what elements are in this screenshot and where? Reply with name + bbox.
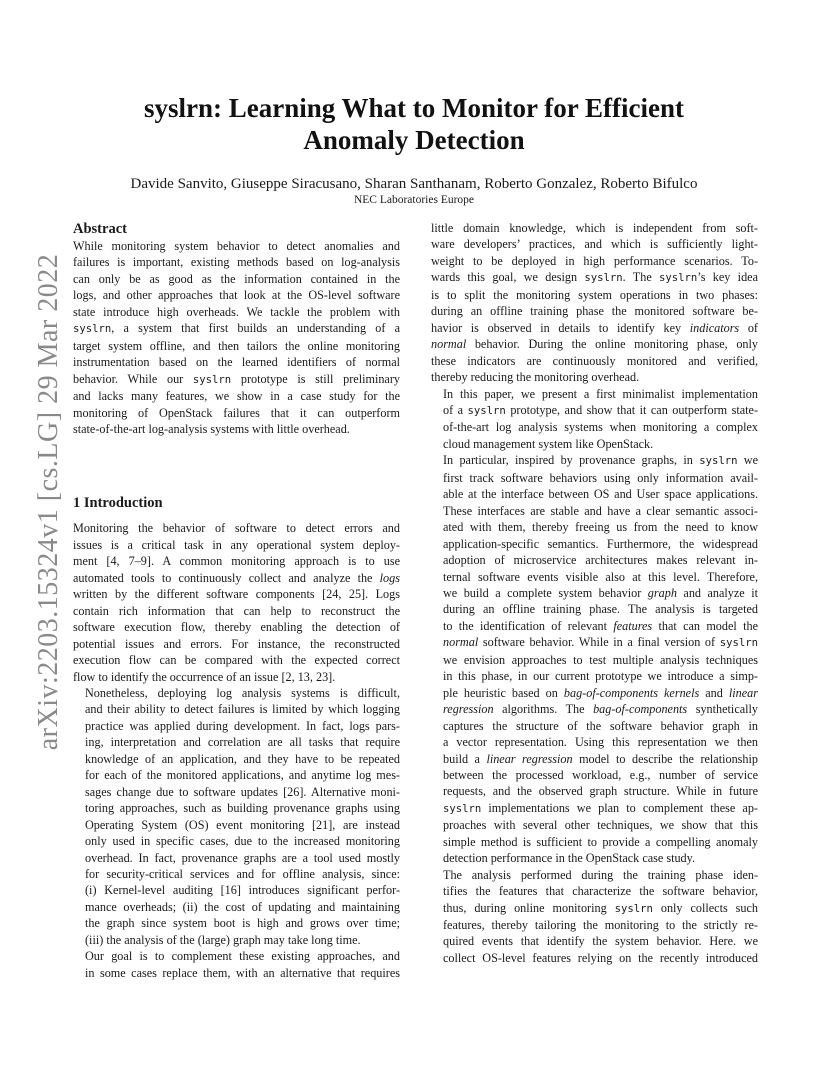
text-line: thereby reducing the monitoring overhead. xyxy=(431,370,640,385)
text-line: able at the interface between OS and User space applications. xyxy=(443,487,758,502)
text-line: and their ability to detect failures is limited by which logging xyxy=(85,702,400,717)
intro-paragraph-3 xyxy=(73,948,400,981)
inline-code: syslrn xyxy=(659,272,698,285)
inline-code: syslrn xyxy=(699,455,738,468)
text-line: requests, and the observed graph structure. While in future xyxy=(443,784,758,799)
text-line: issues is a critical task in any operational system deploy- xyxy=(73,537,400,552)
text-line: only used in specific cases, due to the increased monitoring xyxy=(85,834,400,849)
text-line: during an offline training phase the monitored software be- xyxy=(431,304,758,319)
paper-title xyxy=(70,92,758,156)
text-line: adoption of microservice architectures makes relevant in- xyxy=(443,553,758,568)
text-line: during an offline training phase. The analysis is targeted xyxy=(443,602,758,617)
text-line: The analysis performed during the training phase iden- xyxy=(443,867,758,882)
text-line: we build a complete system behavior graph and analyze it xyxy=(443,585,758,600)
text-line: in some cases replace them, with an alternative that requires xyxy=(85,965,400,980)
abstract-paragraph xyxy=(73,238,400,437)
affiliation: NEC Laboratories Europe xyxy=(353,194,475,206)
text-line: ware developers’ practices, and which is sufficiently light- xyxy=(431,237,758,252)
text-line: In this paper, we present a first minimalist implementation xyxy=(443,386,758,401)
text-line: (iii) the analysis of the (large) graph may take long time. xyxy=(85,932,361,947)
text-line: monitoring of OpenStack failures that it can outperform xyxy=(73,405,400,420)
text-line: behavior. While our syslrn prototype is still preliminary xyxy=(73,371,400,386)
right-paragraph-3 xyxy=(431,452,758,866)
arxiv-identifier-stamp: arXiv:2203.15324v1 [cs.LG] 29 Mar 2022 xyxy=(33,253,64,751)
author-list: Davide Sanvito, Giuseppe Siracusano, Sharan Santhanam, Roberto Gonzalez, Roberto Bifulco xyxy=(130,176,698,192)
text-line: logs, and other approaches that look at the OS-level software xyxy=(73,288,400,303)
right-paragraph-4 xyxy=(431,867,758,967)
text-line: in this phase, in our current prototype we introduce a simp- xyxy=(443,669,758,684)
emphasis: normal xyxy=(431,337,467,352)
text-line: normal software behavior. While in a final version of syslrn xyxy=(443,635,758,650)
abstract-heading: Abstract xyxy=(73,221,127,237)
title-line-1: syslrn: Learning What to Monitor for Efficient xyxy=(144,93,684,123)
text-line: features, thereby tailoring the monitoring to the strictly re- xyxy=(443,918,758,933)
text-line: to the identification of relevant features that can model the xyxy=(443,618,758,633)
left-column xyxy=(73,220,400,981)
emphasis: normal xyxy=(443,635,479,650)
text-line: quired events that identify the system behavior. Here. we xyxy=(443,934,758,949)
text-line: execution flow can be compared with the expected correct xyxy=(73,653,400,668)
text-line: These interfaces are stable and have a clear semantic associ- xyxy=(443,503,758,518)
text-line: mance overheads; (ii) the cost of updating and maintaining xyxy=(85,899,400,914)
text-line: regression algorithms. The bag-of-components synthetically xyxy=(443,702,758,717)
text-line: these indicators are continuously monitored and verified, xyxy=(431,353,758,368)
introduction-heading: 1 Introduction xyxy=(73,495,163,512)
text-line: Nonetheless, deploying log analysis systems is difficult, xyxy=(85,685,400,700)
right-paragraph-1 xyxy=(431,220,758,386)
text-line: practice was applied during development. In fact, logs pars- xyxy=(85,718,400,733)
text-line: little domain knowledge, which is independent from soft- xyxy=(431,221,758,235)
right-paragraph-2 xyxy=(431,386,758,453)
text-line: contain rich information that can help to reconstruct the xyxy=(73,603,400,618)
text-line: cloud management system like OpenStack. xyxy=(443,436,654,451)
text-line: captures the structure of the software behavior graph in xyxy=(443,718,758,733)
emphasis: regression xyxy=(443,702,494,717)
right-column xyxy=(431,220,758,966)
emphasis: indicators xyxy=(689,320,740,335)
text-line: In particular, inspired by provenance graphs, in syslrn we xyxy=(443,453,758,468)
text-line: is to split the monitoring system operations in two phases: xyxy=(431,287,758,302)
emphasis: linear xyxy=(728,685,758,700)
text-line: ing, interpretation and correlation are all tasks that require xyxy=(85,735,400,750)
emphasis: bag-of-components xyxy=(593,702,688,717)
text-line: build a linear regression model to describe the relationship xyxy=(443,751,758,766)
text-line: normal behavior. During the online monitoring phase, only xyxy=(431,337,758,352)
text-line: we envision approaches to test multiple analysis techniques xyxy=(443,652,758,667)
inline-code: syslrn xyxy=(614,902,653,915)
emphasis: logs xyxy=(379,570,400,585)
text-line: failures is important, existing methods based on log-analysis xyxy=(73,255,400,270)
text-line: written by the different software components [24, 25]. Logs xyxy=(73,587,400,602)
text-line: toring approaches, such as building provenance graphs using xyxy=(85,801,400,816)
intro-paragraph-2 xyxy=(73,685,400,948)
text-line: flow to identify the occurrence of an issue [2, 13, 23]. xyxy=(73,669,336,684)
text-line: weight to be deployed in high performance scenarios. To- xyxy=(431,253,758,268)
inline-code: syslrn xyxy=(443,802,482,815)
text-line: (i) Kernel-level auditing [16] introduces significant perfor- xyxy=(85,883,400,898)
text-line: state introduce high overheads. We tackle the problem with xyxy=(73,304,400,319)
text-line: havior is observed in details to identify key indicators of xyxy=(431,320,758,335)
text-line: instrumentation based on the learned identifiers of normal xyxy=(73,355,400,370)
emphasis: bag-of-components kernels xyxy=(563,685,700,700)
text-line: a vector representation. Using this representation we then xyxy=(443,735,758,750)
text-line: ment [4, 7–9]. A common monitoring approach is to use xyxy=(73,554,400,569)
text-line: wards this goal, we design syslrn. The syslrn’s key idea xyxy=(431,270,758,285)
text-line: for each of the monitored applications, and anytime log mes- xyxy=(85,768,400,783)
text-line: simple method is sufficient to provide a compelling anomaly xyxy=(443,834,758,849)
text-line: for security-critical services and for offline analysis, since: xyxy=(85,866,400,881)
text-line: syslrn, a system that first builds an understanding of a xyxy=(73,321,400,336)
text-line: can only be as good as the information contained in the xyxy=(73,271,400,286)
text-line: ated with them, thereby freeing us from the need to know xyxy=(443,520,758,535)
text-line: the graph since system boot is high and grows over time; xyxy=(85,916,400,931)
text-line: knowledge of an application, and they have to be repeated xyxy=(85,751,400,766)
inline-code: syslrn xyxy=(73,323,112,336)
text-line: While monitoring system behavior to detect anomalies and xyxy=(73,239,400,253)
text-line: and lacks many features, we show in a case study for the xyxy=(73,389,400,404)
text-line: software execution flow, thereby enabling the detection of xyxy=(73,620,400,635)
text-line: overhead. In fact, provenance graphs are a tool used mostly xyxy=(85,850,400,865)
text-line: detection performance in the OpenStack case study. xyxy=(443,851,696,866)
emphasis: linear regression xyxy=(486,751,573,766)
text-line: Operating System (OS) event monitoring [21], are instead xyxy=(85,817,400,832)
inline-code: syslrn xyxy=(584,272,623,285)
text-line: sages change due to software updates [26]. Alternative moni- xyxy=(85,784,400,799)
emphasis: graph xyxy=(647,585,677,600)
text-line: state-of-the-art log-analysis systems with little overhead. xyxy=(73,421,350,436)
title-line-2: Anomaly Detection xyxy=(303,125,525,155)
text-line: Monitoring the behavior of software to detect errors and xyxy=(73,521,400,536)
text-line: of a syslrn prototype, and show that it can outperform state- xyxy=(443,402,759,417)
text-line: potential issues and errors. For instance, the reconstructed xyxy=(73,636,400,651)
text-line: first track software behaviors using only information avail- xyxy=(443,470,758,485)
text-line: collect OS-level features relying on the recently introduced xyxy=(443,950,758,965)
text-line: thus, during online monitoring syslrn only collects such xyxy=(443,900,758,915)
text-line: target system offline, and then tailors the online monitoring xyxy=(73,338,400,353)
intro-paragraph-1 xyxy=(73,520,400,685)
text-line: ternal software events visible also at this level. Therefore, xyxy=(443,569,758,584)
text-line: automated tools to continuously collect and analyze the logs xyxy=(73,570,400,585)
text-line: syslrn implementations we plan to complement these ap- xyxy=(443,800,758,815)
text-line: proaches with several other techniques, we show that this xyxy=(443,818,758,833)
emphasis: features xyxy=(613,618,653,633)
text-line: ple heuristic based on bag-of-components kernels and linear xyxy=(443,685,758,700)
text-line: Our goal is to complement these existing approaches, and xyxy=(85,949,400,964)
inline-code: syslrn xyxy=(719,637,758,650)
text-line: tifies the features that characterize the software behavior, xyxy=(443,884,758,899)
inline-code: syslrn xyxy=(192,373,232,386)
text-line: between the processed workload, e.g., number of service xyxy=(443,767,758,782)
inline-code: syslrn xyxy=(467,404,506,417)
text-line: of-the-art log analysis systems when monitoring a complex xyxy=(443,420,758,435)
text-line: application-specific semantics. Furthermore, the widespread xyxy=(443,536,758,551)
